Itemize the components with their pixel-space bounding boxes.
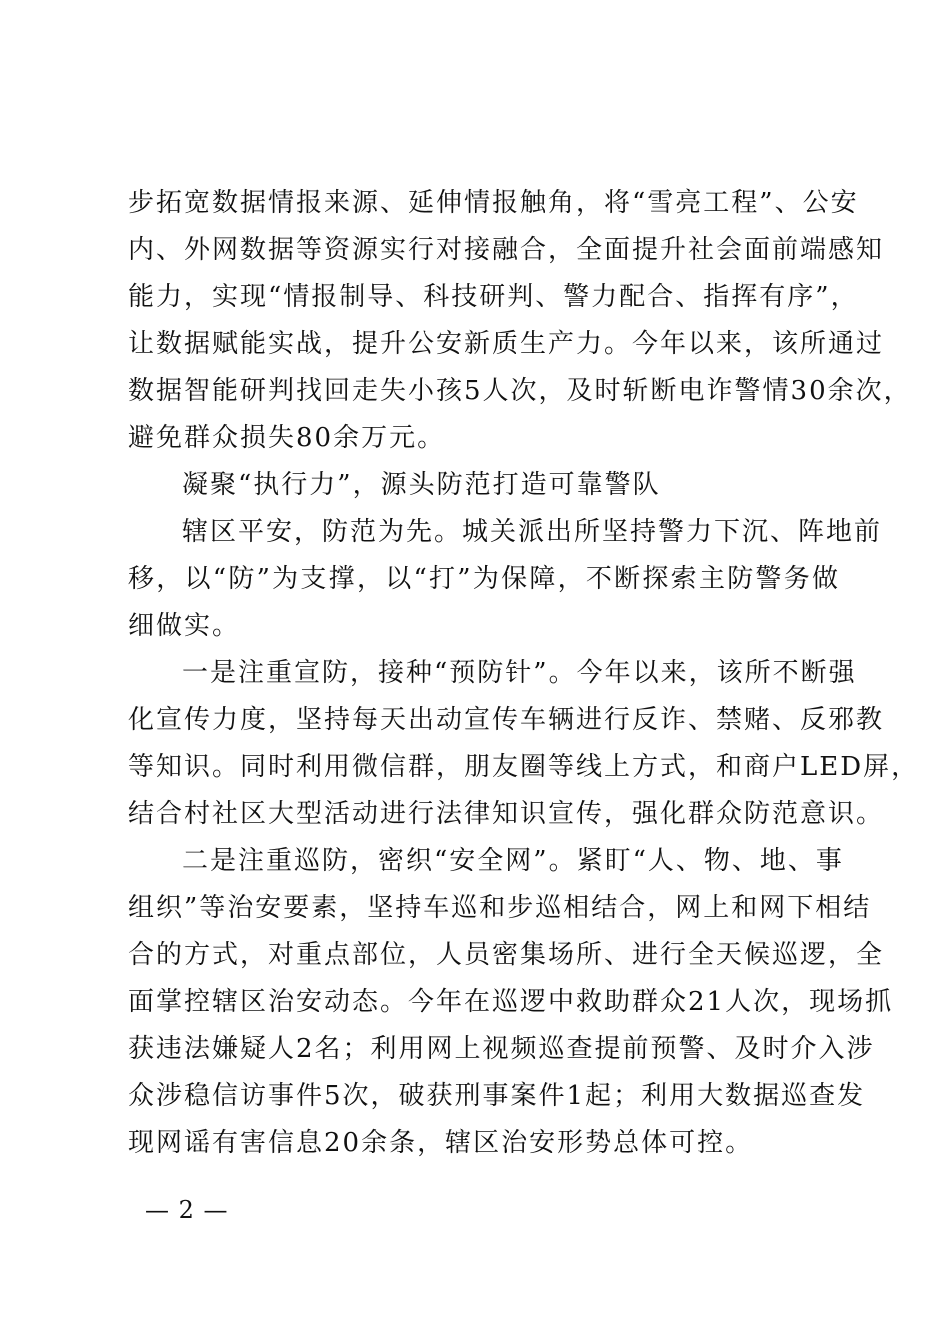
document-body	[128, 180, 920, 1167]
text-line: 组织”等治安要素，坚持车巡和步巡相结合，网上和网下相结	[128, 893, 872, 923]
text-line: 让数据赋能实战，提升公安新质生产力。今年以来，该所通过	[128, 329, 885, 359]
paragraph-one	[128, 650, 920, 838]
text-line: 面掌控辖区治安动态。今年在巡逻中救助群众21人次，现场抓	[128, 987, 894, 1017]
text-line: 获违法嫌疑人2名；利用网上视频巡查提前预警、及时介入涉	[128, 1034, 875, 1064]
page-number: — 2 —	[145, 1196, 229, 1224]
text-line: 结合村社区大型活动进行法律知识宣传，强化群众防范意识。	[128, 799, 885, 829]
text-line: 化宣传力度，坚持每天出动宣传车辆进行反诈、禁赌、反邪教	[128, 705, 885, 735]
text-line: 辖区平安，防范为先。城关派出所坚持警力下沉、阵地前	[182, 517, 883, 547]
text-line: 合的方式，对重点部位，人员密集场所、进行全天候巡逻，全	[128, 940, 885, 970]
text-line: 二是注重巡防，密织“安全网”。紧盯“人、物、地、事	[182, 846, 844, 876]
text-line: 能力，实现“情报制导、科技研判、警力配合、指挥有序”，	[128, 282, 859, 312]
paragraph-two	[128, 838, 894, 1167]
text-line: 等知识。同时利用微信群，朋友圈等线上方式，和商户LED屏，	[128, 752, 920, 782]
paragraph-intro	[128, 509, 883, 650]
text-line: 数据智能研判找回走失小孩5人次，及时斩断电诈警情30余次，	[128, 376, 912, 406]
text-line: 内、外网数据等资源实行对接融合，全面提升社会面前端感知	[128, 235, 885, 265]
text-line: 步拓宽数据情报来源、延伸情报触角，将“雪亮工程”、公安	[128, 188, 859, 218]
text-line: 一是注重宣防，接种“预防针”。今年以来，该所不断强	[182, 658, 857, 688]
text-line: 众涉稳信访事件5次，破获刑事案件1起；利用大数据巡查发	[128, 1081, 866, 1111]
text-line: 现网谣有害信息20余条，辖区治安形势总体可控。	[128, 1128, 754, 1158]
text-line: 细做实。	[128, 611, 241, 641]
paragraph-continuation	[128, 180, 912, 462]
text-line: 避免群众损失80余万元。	[128, 423, 446, 453]
text-line: 移，以“防”为支撑，以“打”为保障，不断探索主防警务做	[128, 564, 840, 594]
section-heading	[128, 462, 840, 509]
section-heading-text: 凝聚“执行力”，源头防范打造可靠警队	[182, 470, 661, 500]
